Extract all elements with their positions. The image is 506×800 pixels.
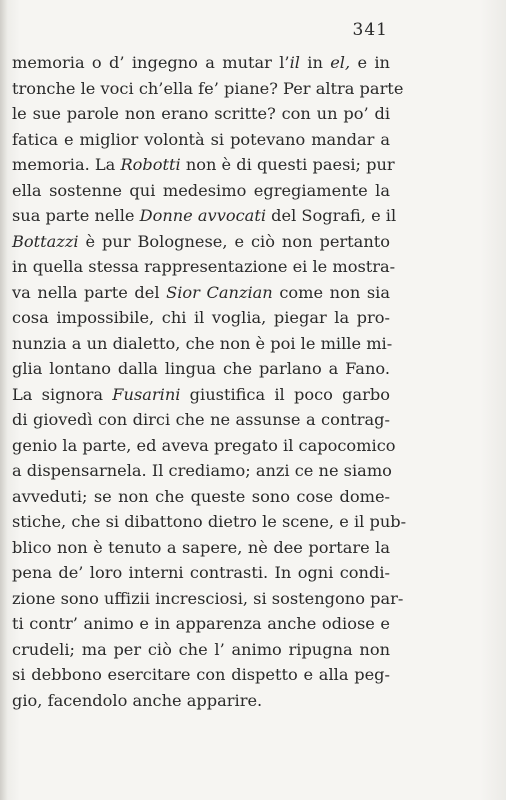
text-span: avveduti; se non che queste sono cose dome- [12, 486, 390, 506]
text-line [12, 382, 390, 408]
text-span: e in [350, 53, 390, 72]
text-line [12, 229, 390, 255]
text-line [12, 101, 390, 127]
text-line [12, 560, 390, 586]
italic-text: el, [330, 53, 351, 72]
text-span: le sue parole non erano scritte? con un po’ di [12, 104, 390, 123]
text-line [12, 688, 390, 714]
italic-text: Robotti [120, 155, 181, 174]
page-number: 341 [352, 20, 388, 40]
text-span: sua parte nelle [12, 206, 140, 225]
text-line [12, 611, 390, 637]
page-gutter [0, 0, 8, 800]
text-span: gio, facendolo anche apparire. [12, 690, 263, 710]
text-line [12, 637, 390, 663]
italic-text: Bottazzi [12, 231, 79, 251]
text-span: è pur Bolognese, e ciò non pertanto [78, 231, 390, 251]
italic-text: il [289, 53, 300, 72]
text-line [12, 152, 395, 178]
text-span: stiche, che si dibattono dietro le scene, e il pub- [12, 512, 407, 531]
text-line [12, 407, 390, 433]
text-span: in quella stessa rappresentazione ei le mostra- [12, 257, 396, 276]
text-line [12, 509, 407, 535]
text-span: crudeli; ma per ciò che l’ animo ripugna non [12, 639, 390, 659]
text-line [12, 484, 390, 510]
text-span: in [299, 53, 331, 72]
text-span: nunzia a un dialetto, che non è poi le mille mi- [12, 333, 393, 353]
text-span: di giovedì con dirci che ne assunse a contrag- [12, 410, 390, 429]
body-text [12, 50, 407, 713]
text-span: cosa impossibile, chi il voglia, piegar la pro- [12, 308, 390, 327]
text-line [12, 178, 390, 204]
text-span: non è di questi paesi; pur [180, 155, 395, 174]
text-span: La signora [12, 384, 113, 404]
italic-text: Fusarini [112, 384, 181, 404]
text-span: ella sostenne qui medesimo egregiamente la [12, 180, 390, 200]
text-span: tronche le voci ch’ella fe’ piane? Per altra parte [12, 78, 404, 98]
text-span: a dispensarnela. Il crediamo; anzi ce ne siamo [12, 461, 392, 480]
text-line [12, 586, 404, 612]
text-span: va nella parte del [12, 282, 167, 302]
italic-text: Donne avvocati [139, 206, 266, 225]
text-span: memoria o d’ ingegno a mutar l’ [12, 53, 290, 72]
text-span: memoria. La [12, 155, 121, 174]
text-line [12, 458, 390, 484]
text-span: genio la parte, ed aveva pregato il capocomico [12, 435, 396, 455]
text-line [12, 331, 393, 357]
text-line [12, 356, 390, 382]
text-line [12, 535, 390, 561]
text-line [12, 305, 390, 331]
text-line [12, 76, 404, 102]
text-span: blico non è tenuto a sapere, nè dee portare la [12, 537, 390, 557]
text-line [12, 50, 390, 76]
text-span: si debbono esercitare con dispetto e alla peg- [12, 665, 390, 684]
text-line [12, 254, 396, 280]
text-span: fatica e miglior volontà si potevano mandar a [12, 129, 390, 149]
text-span: ti contr’ animo e in apparenza anche odiose e [12, 614, 390, 633]
text-span: come non sia [272, 282, 390, 302]
text-span: glia lontano dalla lingua che parlano a Fano. [12, 359, 390, 378]
text-span: zione sono uffizii incresciosi, si sostengono par- [12, 588, 404, 608]
text-line [12, 433, 396, 459]
text-span: giustifica il poco garbo [180, 384, 390, 404]
italic-text: Sior Canzian [166, 282, 273, 302]
text-line [12, 127, 390, 153]
text-line [12, 203, 397, 229]
text-line [12, 662, 390, 688]
text-span: del Sografi, e il [266, 206, 397, 225]
text-span: pena de’ loro interni contrasti. In ogni condi- [12, 563, 390, 582]
text-line [12, 280, 390, 306]
